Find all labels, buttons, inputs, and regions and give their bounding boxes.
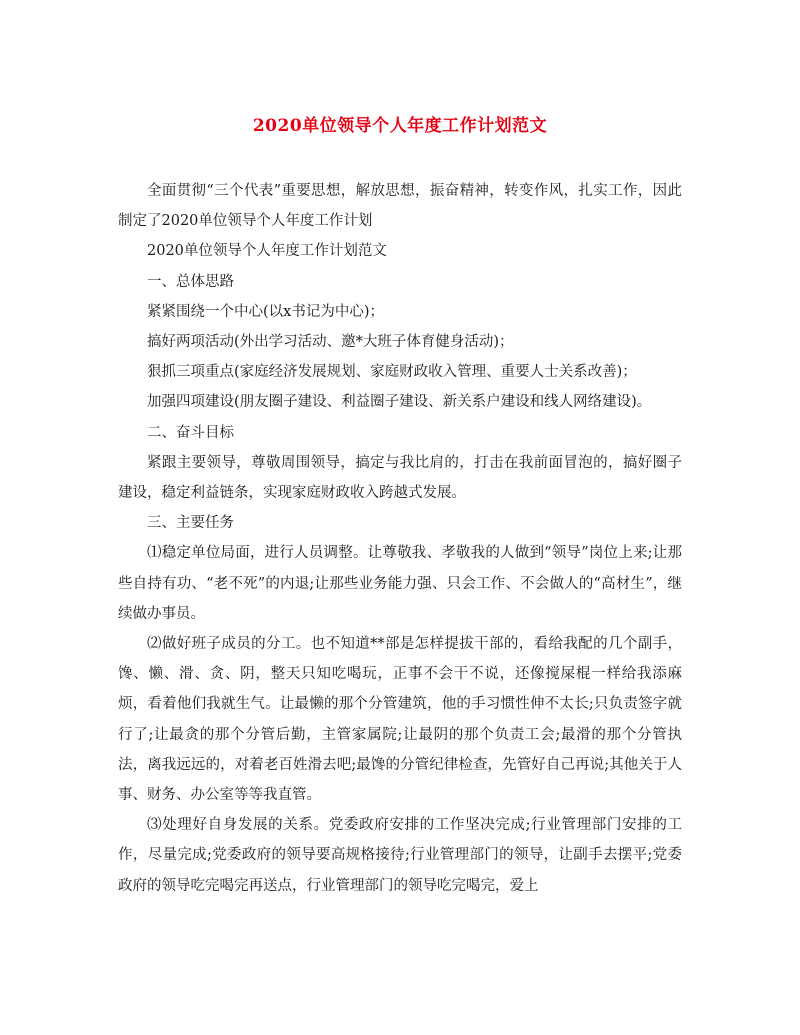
paragraph-subtitle: 2020单位领导个人年度工作计划范文	[147, 243, 387, 260]
paragraph: 加强四项建设(朋友圈子建设、利益圈子建设、新关系户建设和线人网络建设)。	[147, 394, 652, 411]
document-title: 2020单位领导个人年度工作计划范文	[252, 116, 548, 136]
paragraph: 紧跟主要领导，尊敬周围领导，搞定与我比肩的，打击在我前面冒泡的，搞好圈子建设，稳定利益链条，实现家庭财政收入跨越式发展。	[118, 454, 682, 502]
section-heading-2: 二、奋斗目标	[147, 424, 234, 441]
paragraph: 狠抓三项重点(家庭经济发展规划、家庭财政收入管理、重要人士关系改善)；	[147, 364, 637, 381]
paragraph: ⑴稳定单位局面，进行人员调整。让尊敬我、孝敬我的人做到“领导”岗位上来;让那些自持有功、“老不死”的内退;让那些业务能力强、只会工作、不会做人的“高材生”，继续做办事员。	[118, 545, 682, 622]
paragraph-intro: 全面贯彻“三个代表”重要思想，解放思想，振奋精神，转变作风，扎实工作，因此制定了2020单位领导个人年度工作计划	[118, 183, 682, 230]
document-body	[118, 176, 682, 901]
section-heading-3: 三、主要任务	[147, 515, 234, 532]
paragraph: ⑶处理好自身发展的关系。党委政府安排的工作坚决完成;行业管理部门安排的工作，尽量完成;党委政府的领导要高规格接待;行业管理部门的领导，让副手去摆平;党委政府的领导吃完喝完再送点，行业管理部门的领导吃完喝完，爱上	[118, 817, 682, 894]
paragraph: ⑵做好班子成员的分工。也不知道**部是怎样提拔干部的，看给我配的几个副手，馋、懒、滑、贪、阴，整天只知吃喝玩，正事不会干不说，还像搅屎棍一样给我添麻烦，看着他们我就生气。让最懒的那个分管建筑，他的手习惯性伸不太长;只负责签字就行了;让最贪的那个分管后勤，主管家属院;让最阴的那个负责工会;最滑的那个分管执法，离我远远的，对着老百姓滑去吧;最馋的分管纪律检查，先管好自己再说;其他关于人事、财务、办公室等等我直管。	[118, 636, 682, 804]
paragraph: 紧紧围绕一个中心(以x书记为中心)；	[147, 303, 384, 320]
section-heading-1: 一、总体思路	[147, 273, 234, 290]
paragraph: 搞好两项活动(外出学习活动、邀*大班子体育健身活动)；	[147, 334, 514, 351]
